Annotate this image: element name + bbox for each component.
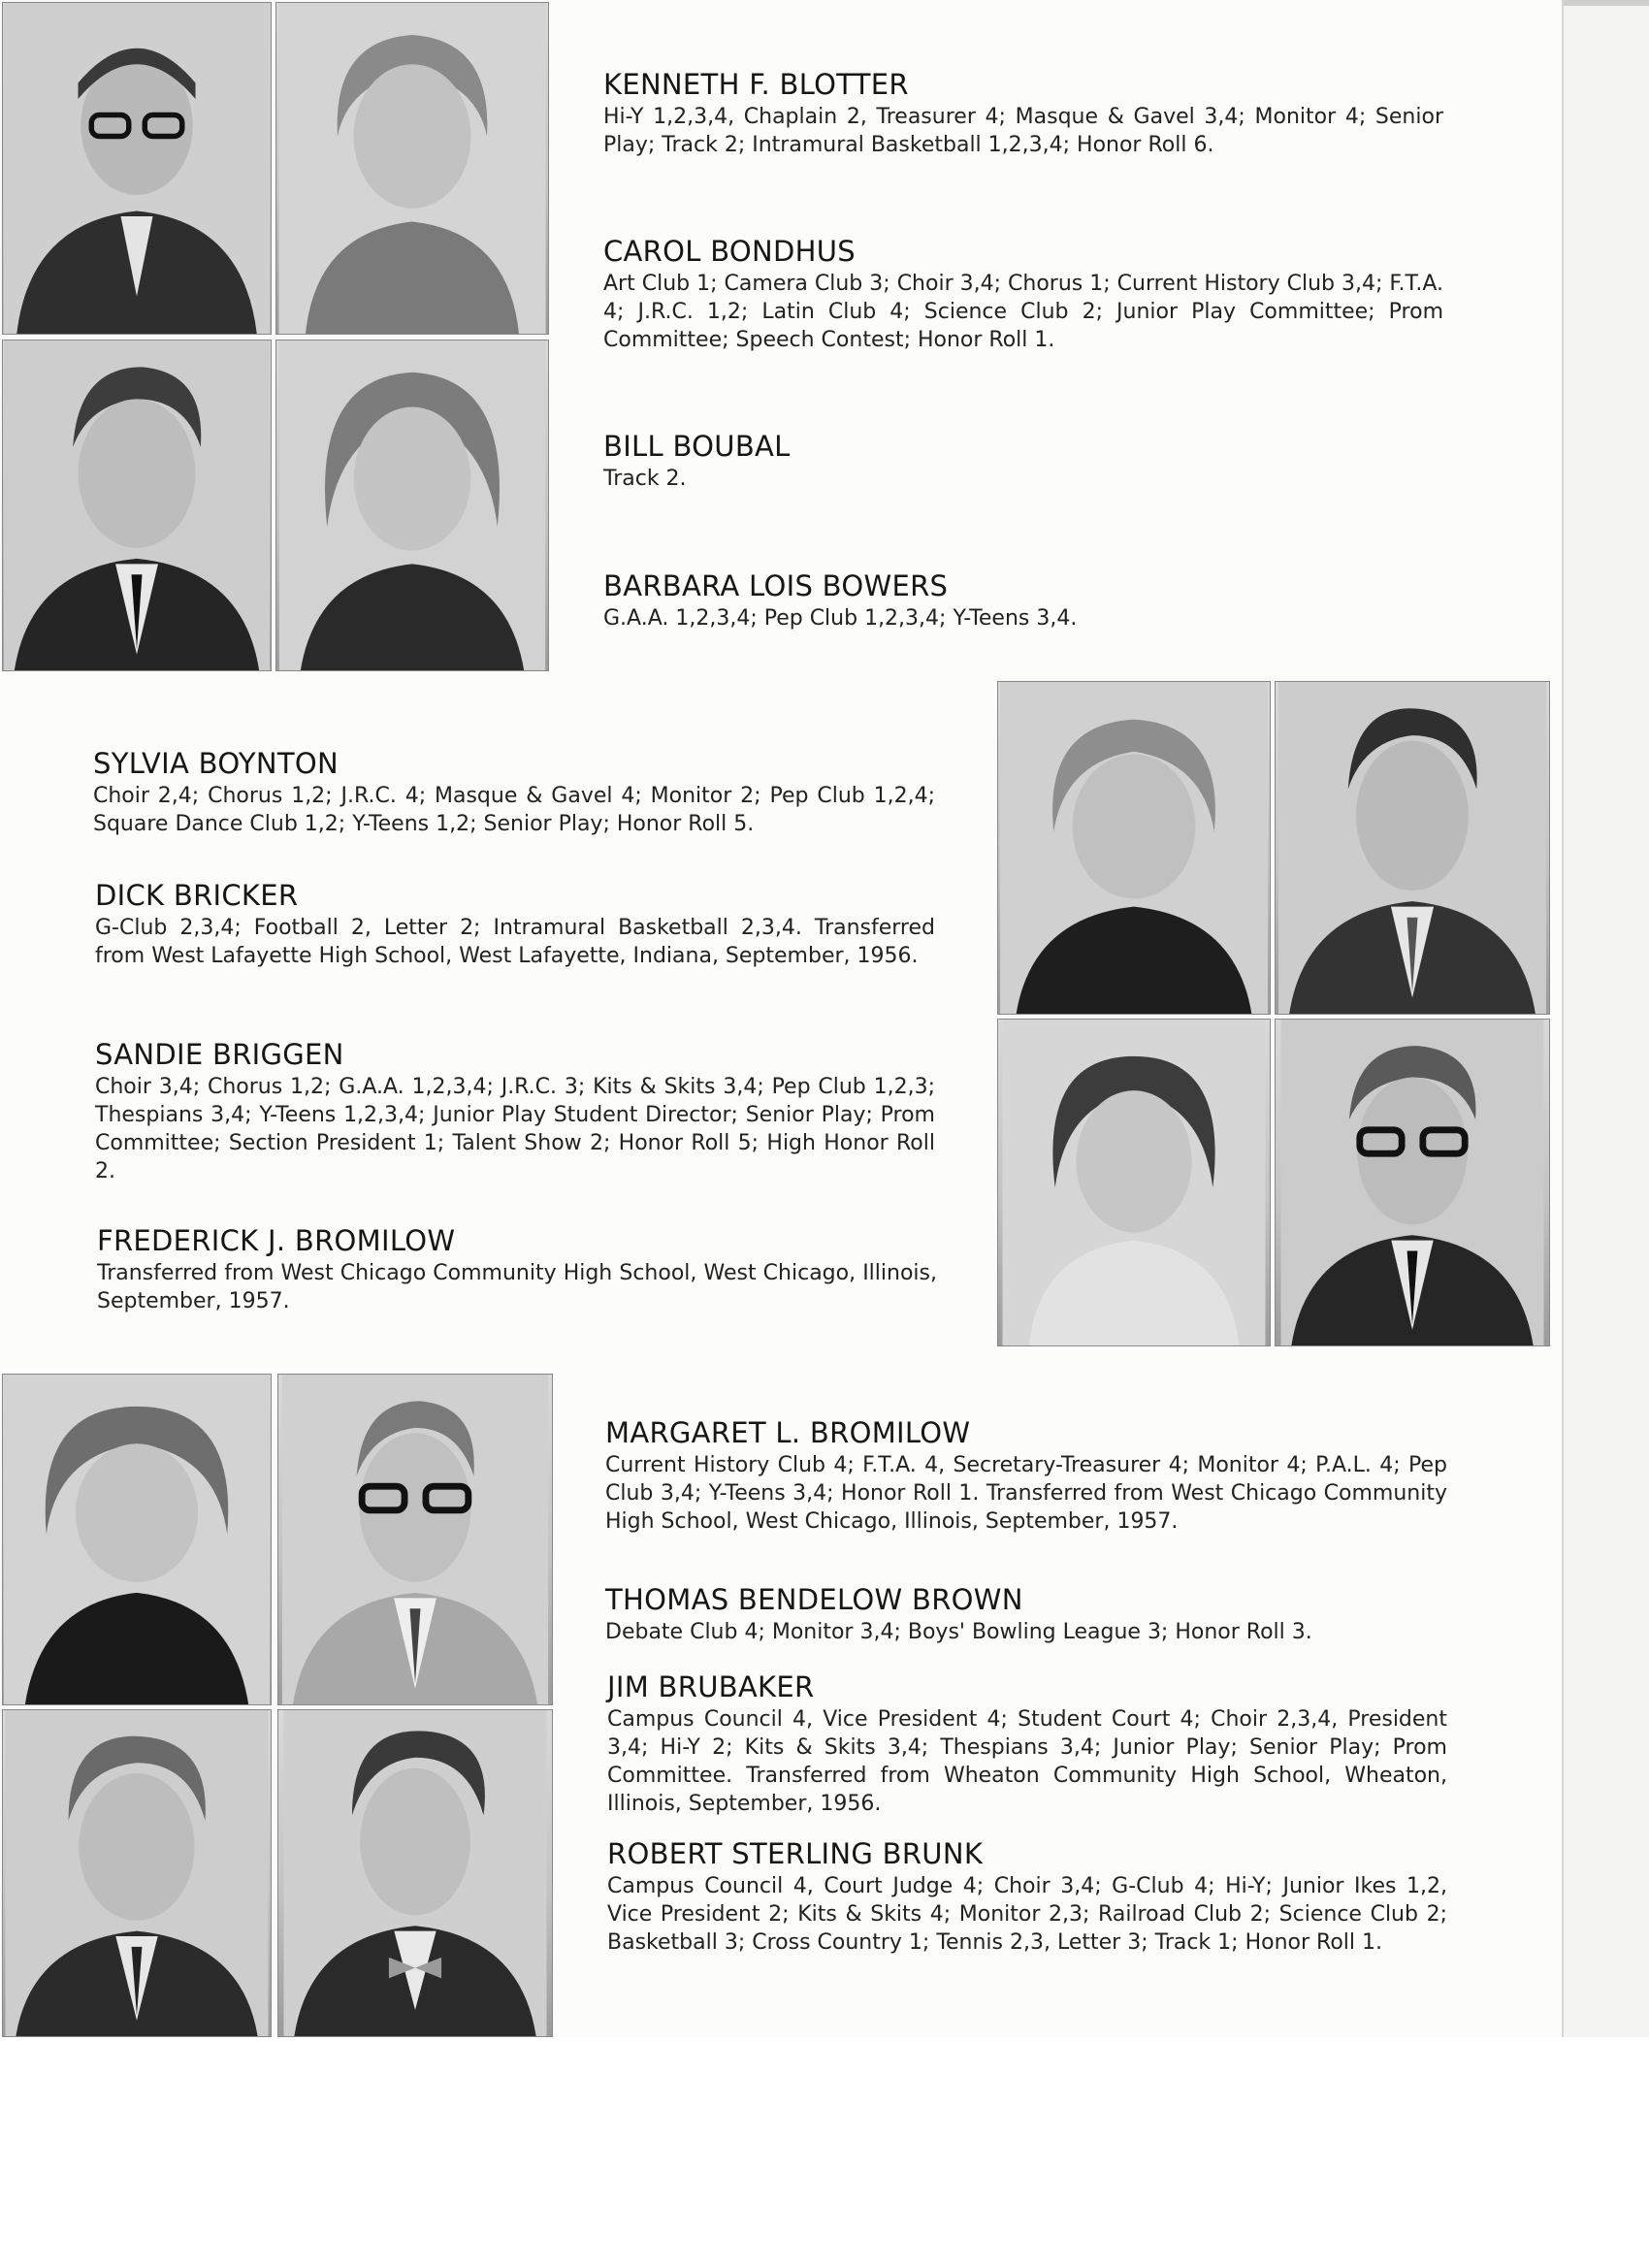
student-name: DICK BRICKER — [95, 879, 299, 912]
student-name: BILL BOUBAL — [603, 430, 791, 463]
student-name: THOMAS BENDELOW BROWN — [605, 1583, 1023, 1616]
portrait-photo — [2, 340, 272, 671]
portrait-photo — [997, 681, 1271, 1015]
student-name: ROBERT STERLING BRUNK — [607, 1837, 984, 1870]
student-name: BARBARA LOIS BOWERS — [603, 569, 949, 602]
portrait-photo — [1275, 1019, 1550, 1346]
student-entry — [97, 1224, 937, 1315]
portrait-photo — [2, 2, 272, 335]
portrait-photo — [277, 1709, 553, 2037]
student-activities: Transferred from West Chicago Community High School, West Chicago, Illinois, September, 1957. — [97, 1261, 937, 1313]
student-entry — [603, 235, 1443, 354]
student-entry — [93, 747, 935, 838]
photo-group-bottom — [0, 1372, 553, 2037]
student-name: MARGARET L. BROMILOW — [605, 1416, 971, 1449]
portrait-photo — [275, 2, 549, 335]
student-activities: G.A.A. 1,2,3,4; Pep Club 1,2,3,4; Y-Teens 3,4. — [603, 606, 1078, 631]
student-activities: Track 2. — [603, 467, 687, 491]
portrait-photo — [277, 1374, 553, 1705]
photo-group-middle — [995, 679, 1550, 1346]
student-activities: Art Club 1; Camera Club 3; Choir 3,4; Chorus 1; Current History Club 3,4; F.T.A. 4; J.R.C. 1,2; Latin Club 4; Science Club 2; Junior Play Committee; Prom Committee; Speech Contest; Honor Roll 1. — [603, 272, 1443, 352]
student-activities: Campus Council 4, Court Judge 4; Choir 3,4; G-Club 4; Hi-Y; Junior Ikes 1,2, Vice President 2; Kits & Skits 4; Monitor 2,3; Railroad Club 2; Science Club 2; Basketball 3; Cross Country 1; Tennis 2,3, Letter 3; Track 1; Honor Roll 1. — [607, 1874, 1447, 1955]
student-name: SYLVIA BOYNTON — [93, 747, 340, 780]
portrait-photo — [275, 340, 549, 671]
student-entry — [95, 879, 935, 970]
student-name: CAROL BONDHUS — [603, 235, 857, 268]
student-entry — [603, 68, 1443, 159]
portrait-photo — [997, 1019, 1271, 1346]
student-entry — [607, 1670, 1447, 1818]
student-activities: Campus Council 4, Vice President 4; Student Court 4; Choir 2,3,4, President 3,4; Hi-Y 2; Kits & Skits 3,4; Thespians 3,4; Junior Play; Senior Play; Prom Committee. Transferred from Wheaton Community High School, Wheaton, Illinois, September, 1956. — [607, 1707, 1447, 1816]
portrait-photo — [1275, 681, 1550, 1015]
student-entry — [603, 569, 1443, 632]
student-activities: Debate Club 4; Monitor 3,4; Boys' Bowling League 3; Honor Roll 3. — [605, 1620, 1312, 1644]
student-entry — [607, 1837, 1447, 1957]
student-entry — [605, 1583, 1447, 1646]
scan-margin — [0, 2037, 1649, 2268]
student-entry — [95, 1038, 935, 1185]
student-name: FREDERICK J. BROMILOW — [97, 1224, 456, 1257]
student-activities: Hi-Y 1,2,3,4, Chaplain 2, Treasurer 4; Masque & Gavel 3,4; Monitor 4; Senior Play; Track 2; Intramural Basketball 1,2,3,4; Honor Roll 6. — [603, 105, 1443, 157]
student-activities: Choir 2,4; Chorus 1,2; J.R.C. 4; Masque & Gavel 4; Monitor 2; Pep Club 1,2,4; Square Dance Club 1,2; Y-Teens 1,2; Senior Play; Honor Roll 5. — [93, 784, 935, 836]
student-name: JIM BRUBAKER — [607, 1670, 815, 1703]
portrait-photo — [2, 1374, 272, 1705]
student-activities: G-Club 2,3,4; Football 2, Letter 2; Intramural Basketball 2,3,4. Transferred from West Lafayette High School, West Lafayette, Indiana, September, 1956. — [95, 916, 935, 968]
student-activities: Current History Club 4; F.T.A. 4, Secretary-Treasurer 4; Monitor 4; P.A.L. 4; Pep Club 3,4; Y-Teens 3,4; Honor Roll 1. Transferred from West Chicago Community High School, West Chicago, Illinois, September, 1957. — [605, 1453, 1447, 1534]
student-name: SANDIE BRIGGEN — [95, 1038, 344, 1071]
student-name: KENNETH F. BLOTTER — [603, 68, 909, 101]
portrait-photo — [2, 1709, 272, 2037]
student-activities: Choir 3,4; Chorus 1,2; G.A.A. 1,2,3,4; J.R.C. 3; Kits & Skits 3,4; Pep Club 1,2,3; Thespians 3,4; Y-Teens 1,2,3,4; Junior Play Student Director; Senior Play; Prom Committee; Section President 1; Talent Show 2; Honor Roll 5; High Honor Roll 2. — [95, 1075, 935, 1183]
student-entry — [603, 430, 1443, 493]
student-entry — [605, 1416, 1447, 1536]
photo-group-top — [0, 0, 549, 671]
